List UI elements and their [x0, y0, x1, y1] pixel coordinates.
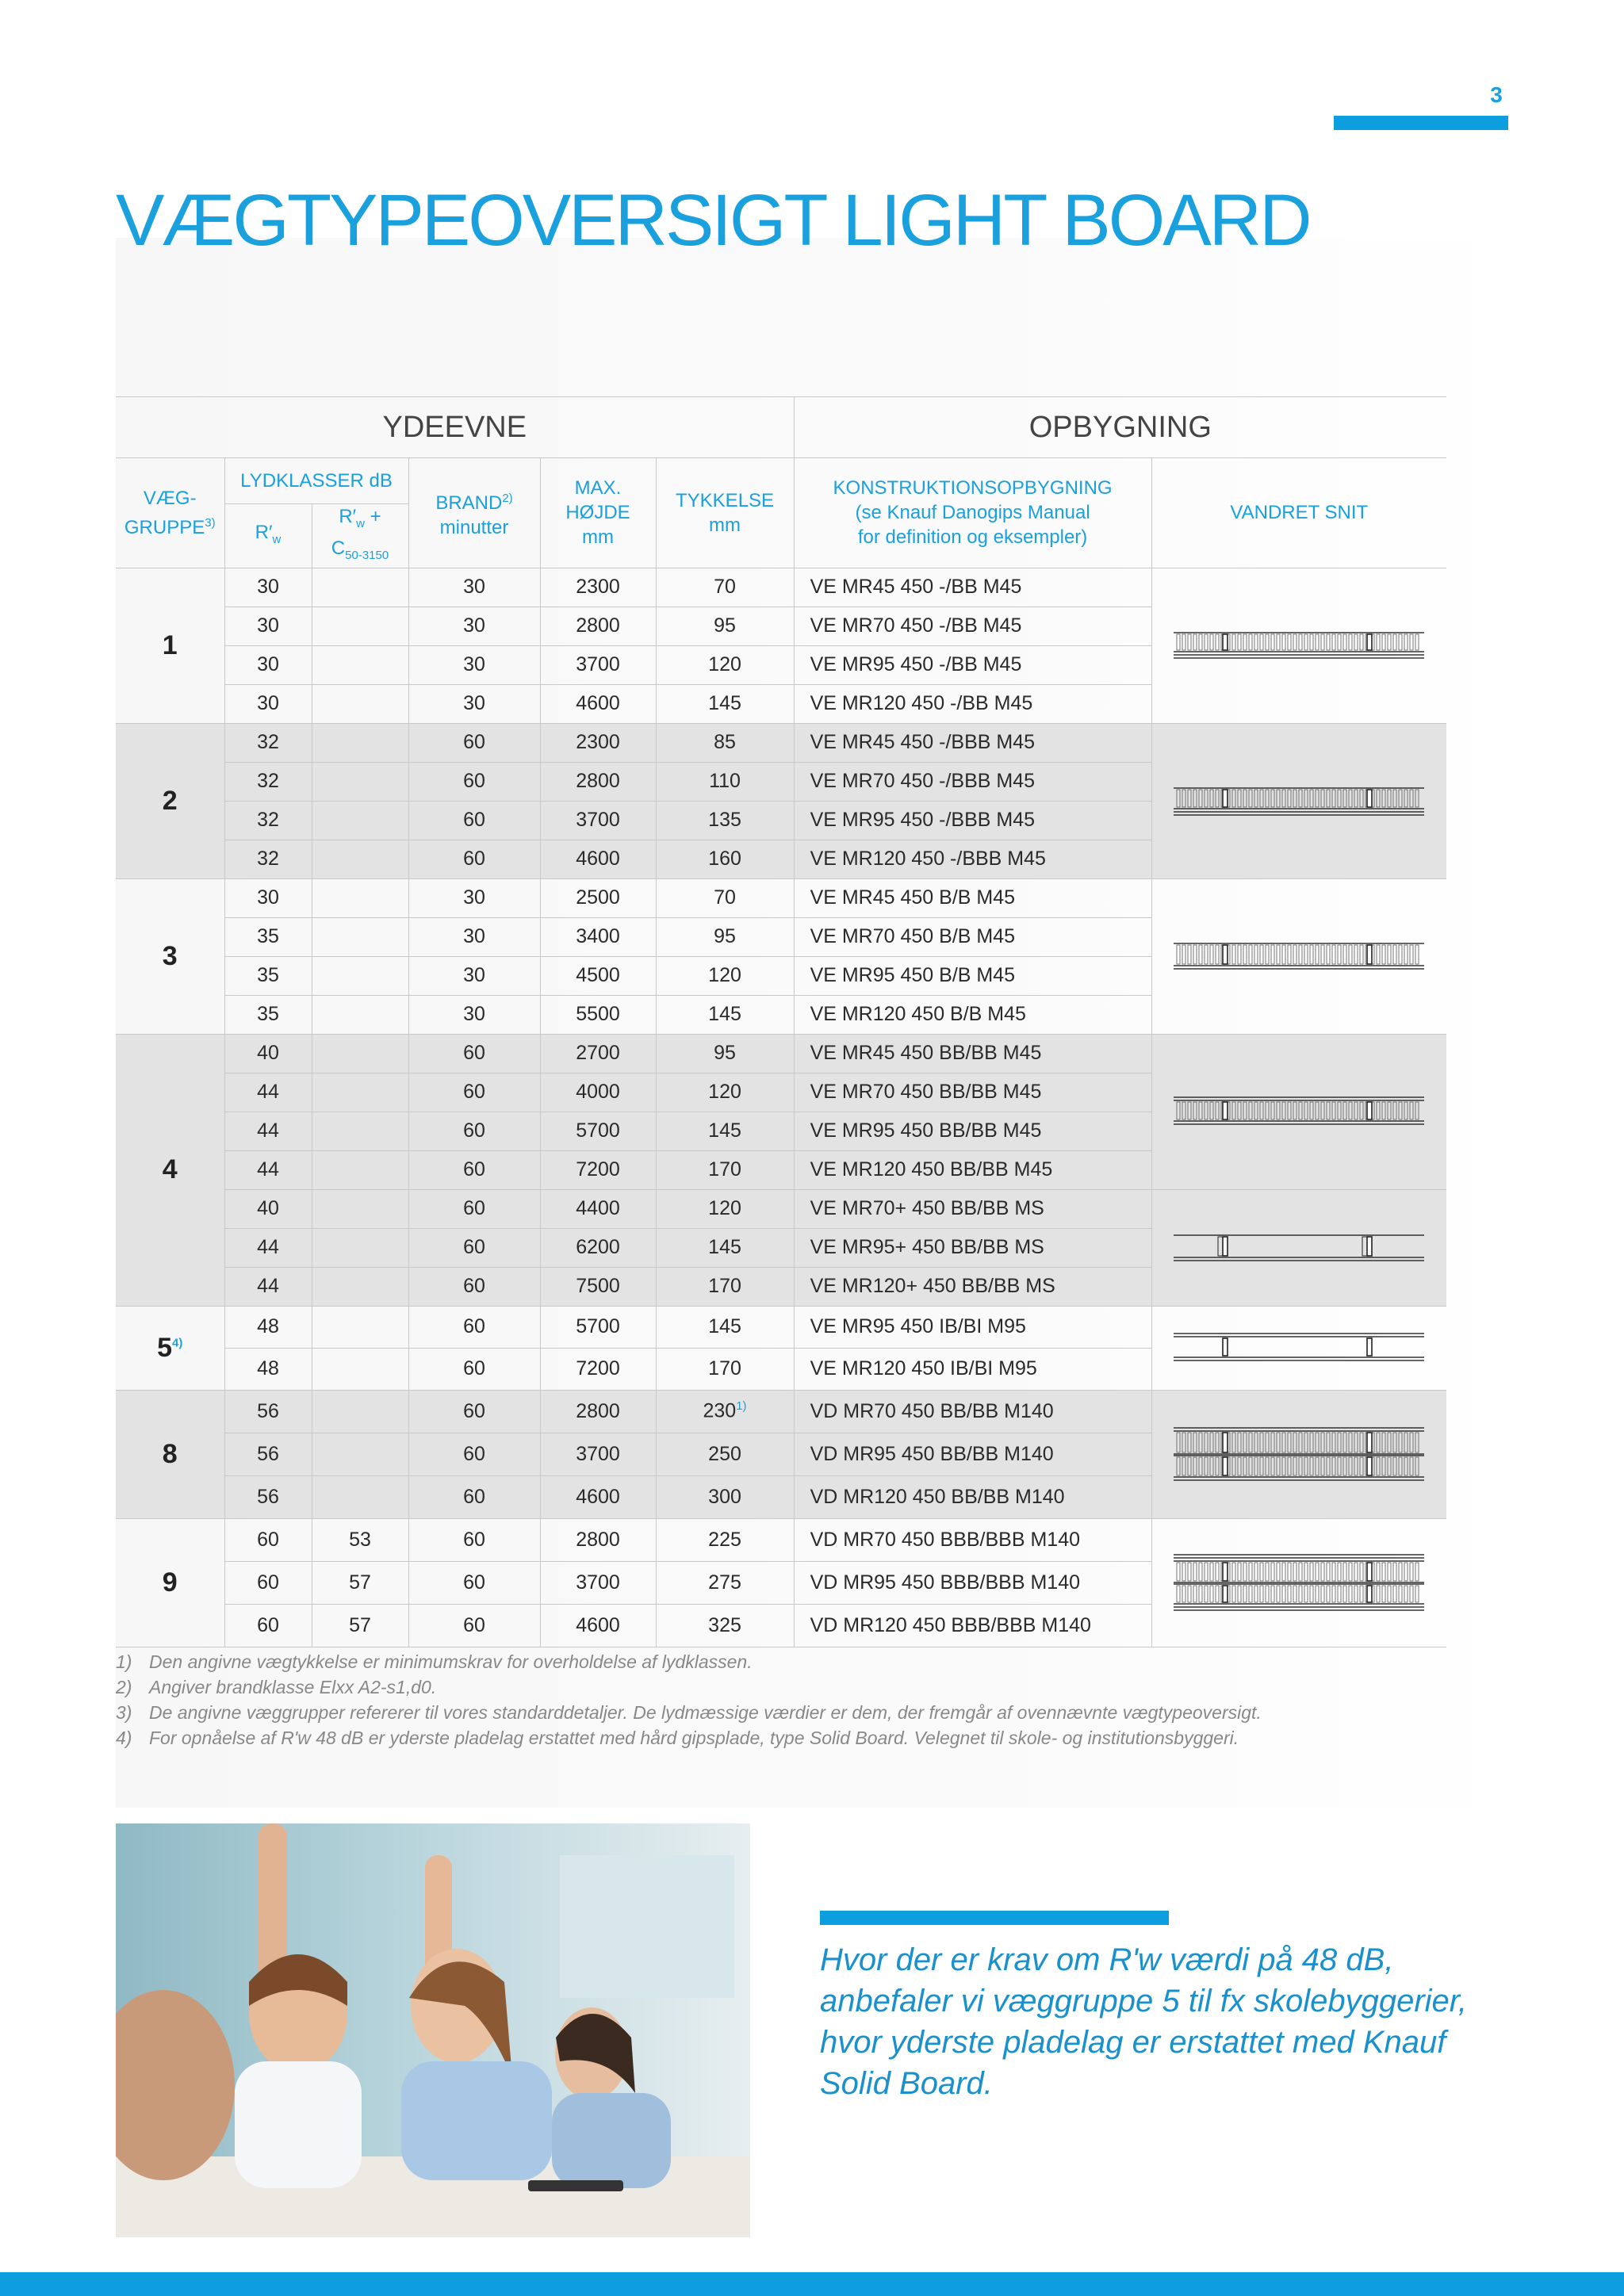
build-cell: VE MR70+ 450 BB/BB MS: [794, 1189, 1151, 1228]
col-height: MAX. HØJDE mm: [540, 458, 656, 568]
rw-cell: 30: [224, 568, 312, 607]
rwc-cell: 57: [312, 1561, 408, 1604]
height-cell: 4400: [540, 1189, 656, 1228]
height-cell: 4600: [540, 1604, 656, 1647]
rw-cell: 30: [224, 645, 312, 684]
thickness-cell: 95: [656, 917, 794, 956]
table-row: [116, 1390, 1446, 1433]
wall-section-drawing: [1151, 878, 1446, 1034]
bottom-accent-bar: [0, 2272, 1624, 2296]
build-cell: VE MR70 450 -/BBB M45: [794, 762, 1151, 801]
fire-cell: 30: [408, 878, 540, 917]
build-cell: VE MR120 450 B/B M45: [794, 995, 1151, 1034]
fire-cell: 60: [408, 762, 540, 801]
wall-section-icon: [1174, 1553, 1424, 1612]
rw-cell: 56: [224, 1475, 312, 1518]
fire-cell: 60: [408, 1267, 540, 1306]
rw-cell: 44: [224, 1112, 312, 1150]
rwc-cell: [312, 1433, 408, 1475]
rwc-cell: [312, 1228, 408, 1267]
fire-cell: 30: [408, 684, 540, 723]
pull-quote: Hvor der er krav om R'w værdi på 48 dB, anbefaler vi væggruppe 5 til fx skolebyggerier, hvor yderste pladelag er erstattet med Knauf Solid Board.: [820, 1942, 1468, 2101]
rwc-cell: [312, 723, 408, 762]
wall-section-icon: [1174, 1096, 1424, 1127]
rw-cell: 30: [224, 684, 312, 723]
thickness-cell: 120: [656, 1073, 794, 1112]
thickness-cell: 145: [656, 1112, 794, 1150]
rw-cell: 32: [224, 762, 312, 801]
table-row: [116, 1518, 1446, 1561]
rwc-cell: [312, 762, 408, 801]
height-cell: 5700: [540, 1112, 656, 1150]
col-rwc: $R'_w$ + $C_{50-3150}$: [312, 504, 408, 568]
fire-cell: 60: [408, 1073, 540, 1112]
rw-cell: 40: [224, 1034, 312, 1073]
wall-section-drawing: [1151, 1306, 1446, 1390]
footnote: 1) Den angivne vægtykkelse er minimumskrav for overholdelse af lydklassen.: [116, 1651, 753, 1672]
build-cell: VE MR70 450 -/BB M45: [794, 607, 1151, 645]
build-cell: VD MR95 450 BB/BB M140: [794, 1433, 1151, 1475]
height-cell: 4500: [540, 956, 656, 995]
rwc-cell: [312, 568, 408, 607]
build-cell: VE MR45 450 -/BB M45: [794, 568, 1151, 607]
thickness-cell: 225: [656, 1518, 794, 1561]
classroom-photo-illustration: [116, 1823, 750, 2237]
rw-cell: 44: [224, 1150, 312, 1189]
wall-section-icon: [1174, 940, 1424, 972]
wall-section-icon: [1174, 629, 1424, 661]
wall-section-drawing: [1151, 1034, 1446, 1189]
build-cell: VE MR70 450 BB/BB M45: [794, 1073, 1151, 1112]
fire-cell: 60: [408, 1604, 540, 1647]
rw-cell: 56: [224, 1433, 312, 1475]
rwc-cell: [312, 1189, 408, 1228]
rwc-cell: 53: [312, 1518, 408, 1561]
height-cell: 3700: [540, 1561, 656, 1604]
wall-section-drawing: [1151, 1390, 1446, 1518]
build-cell: VE MR45 450 BB/BB M45: [794, 1034, 1151, 1073]
rw-cell: 48: [224, 1306, 312, 1348]
rw-cell: 32: [224, 840, 312, 878]
thickness-cell: 120: [656, 1189, 794, 1228]
thickness-cell: 325: [656, 1604, 794, 1647]
fire-cell: 30: [408, 607, 540, 645]
fire-cell: 30: [408, 568, 540, 607]
rw-cell: 35: [224, 956, 312, 995]
group-number: 1: [116, 568, 224, 723]
wall-section-icon: [1174, 1332, 1424, 1364]
group-number: 2: [116, 723, 224, 878]
group-number: 9: [116, 1518, 224, 1647]
table-row: [116, 1306, 1446, 1348]
thickness-cell: 120: [656, 645, 794, 684]
rwc-cell: [312, 684, 408, 723]
wall-section-icon: [1174, 1425, 1424, 1483]
build-cell: VD MR120 450 BB/BB M140: [794, 1475, 1151, 1518]
wall-section-drawing: [1151, 723, 1446, 878]
thickness-cell: 85: [656, 723, 794, 762]
height-cell: 4600: [540, 840, 656, 878]
thickness-cell: 170: [656, 1267, 794, 1306]
rwc-cell: [312, 1073, 408, 1112]
rw-cell: 44: [224, 1073, 312, 1112]
rwc-cell: [312, 878, 408, 917]
fire-cell: 60: [408, 1228, 540, 1267]
thickness-cell: 250: [656, 1433, 794, 1475]
build-cell: VE MR120 450 -/BB M45: [794, 684, 1151, 723]
height-cell: 2700: [540, 1034, 656, 1073]
thickness-cell: 70: [656, 568, 794, 607]
col-fire: BRAND$^{2)}$ minutter: [408, 458, 540, 568]
rwc-cell: [312, 840, 408, 878]
build-cell: VE MR120+ 450 BB/BB MS: [794, 1267, 1151, 1306]
build-cell: VD MR95 450 BBB/BBB M140: [794, 1561, 1151, 1604]
group-number: 3: [116, 878, 224, 1034]
rwc-cell: 57: [312, 1604, 408, 1647]
footnote: 3) De angivne væggrupper refererer til vores standarddetaljer. De lydmæssige værdier er dem, der fremgår af ovennævnte vægtypeoversigt.: [116, 1702, 1262, 1723]
table-row: [116, 1189, 1446, 1228]
height-cell: 5500: [540, 995, 656, 1034]
fire-cell: 60: [408, 1306, 540, 1348]
build-cell: VE MR95 450 IB/BI M95: [794, 1306, 1151, 1348]
rw-cell: 30: [224, 878, 312, 917]
page-number: 3: [1490, 82, 1503, 107]
rw-cell: 60: [224, 1561, 312, 1604]
build-cell: VE MR95 450 -/BB M45: [794, 645, 1151, 684]
table-row: [116, 568, 1446, 607]
fire-cell: 60: [408, 1433, 540, 1475]
rwc-cell: [312, 1112, 408, 1150]
fire-cell: 30: [408, 956, 540, 995]
height-cell: 2800: [540, 607, 656, 645]
page-title: VÆGTYPEOVERSIGT LIGHT BOARD: [116, 180, 1310, 261]
fire-cell: 60: [408, 1034, 540, 1073]
fire-cell: 60: [408, 1390, 540, 1433]
height-cell: 2300: [540, 723, 656, 762]
footnote: 4) For opnåelse af R'w 48 dB er yderste pladelag erstattet med hård gipsplade, type Solid Board. Velegnet til skole- og institutionsbyggeri.: [116, 1728, 1239, 1748]
table-row: [116, 878, 1446, 917]
table-row: [116, 723, 1446, 762]
build-cell: VE MR95 450 B/B M45: [794, 956, 1151, 995]
wall-type-table: [116, 396, 1446, 1647]
fire-cell: 60: [408, 801, 540, 840]
thickness-cell: 145: [656, 684, 794, 723]
rwc-cell: [312, 1306, 408, 1348]
build-cell: VD MR70 450 BB/BB M140: [794, 1390, 1151, 1433]
fire-cell: 30: [408, 645, 540, 684]
col-build: KONSTRUKTIONSOPBYGNING (se Knauf Danogips Manual for definition og eksempler): [794, 458, 1151, 568]
fire-cell: 60: [408, 840, 540, 878]
table-body: [116, 568, 1446, 1647]
fire-cell: 60: [408, 1348, 540, 1390]
height-cell: 4600: [540, 684, 656, 723]
quote-accent-bar: [820, 1911, 1169, 1925]
height-cell: 4600: [540, 1475, 656, 1518]
col-group: VÆG- GRUPPE$^{3)}$: [116, 458, 224, 568]
height-cell: 3400: [540, 917, 656, 956]
thickness-cell: 230$^{1)}$: [656, 1390, 794, 1433]
height-cell: 2800: [540, 1390, 656, 1433]
height-cell: 2300: [540, 568, 656, 607]
rwc-cell: [312, 1034, 408, 1073]
height-cell: 2500: [540, 878, 656, 917]
rw-cell: 44: [224, 1267, 312, 1306]
wall-section-icon: [1174, 1232, 1424, 1264]
rw-cell: 35: [224, 995, 312, 1034]
build-cell: VE MR120 450 IB/BI M95: [794, 1348, 1151, 1390]
rw-cell: 40: [224, 1189, 312, 1228]
rw-cell: 56: [224, 1390, 312, 1433]
wall-section-drawing: [1151, 1189, 1446, 1306]
thickness-cell: 135: [656, 801, 794, 840]
rwc-cell: [312, 801, 408, 840]
fire-cell: 60: [408, 1150, 540, 1189]
thickness-cell: 160: [656, 840, 794, 878]
header-construction: OPBYGNING: [794, 397, 1446, 458]
group-number: 4: [116, 1034, 224, 1306]
build-cell: VE MR95 450 -/BBB M45: [794, 801, 1151, 840]
group-number: 8: [116, 1390, 224, 1518]
wall-section-icon: [1174, 785, 1424, 817]
rw-cell: 32: [224, 801, 312, 840]
height-cell: 7200: [540, 1150, 656, 1189]
rw-cell: 48: [224, 1348, 312, 1390]
build-cell: VE MR95+ 450 BB/BB MS: [794, 1228, 1151, 1267]
rwc-cell: [312, 645, 408, 684]
thickness-cell: 275: [656, 1561, 794, 1604]
fire-cell: 30: [408, 995, 540, 1034]
fire-cell: 60: [408, 1112, 540, 1150]
height-cell: 7500: [540, 1267, 656, 1306]
height-cell: 3700: [540, 645, 656, 684]
thickness-cell: 145: [656, 995, 794, 1034]
thickness-cell: 170: [656, 1348, 794, 1390]
col-thickness: TYKKELSE mm: [656, 458, 794, 568]
height-cell: 3700: [540, 801, 656, 840]
footnote: 2) Angiver brandklasse Elxx A2-s1,d0.: [116, 1677, 437, 1697]
rw-cell: 30: [224, 607, 312, 645]
rwc-cell: [312, 607, 408, 645]
thickness-cell: 70: [656, 878, 794, 917]
fire-cell: 60: [408, 1475, 540, 1518]
rwc-cell: [312, 995, 408, 1034]
rw-cell: 35: [224, 917, 312, 956]
classroom-photo: [116, 1823, 750, 2237]
header-performance: YDEEVNE: [116, 397, 794, 458]
thickness-cell: 145: [656, 1306, 794, 1348]
build-cell: VD MR70 450 BBB/BBB M140: [794, 1518, 1151, 1561]
height-cell: 4000: [540, 1073, 656, 1112]
rw-cell: 60: [224, 1604, 312, 1647]
wall-section-drawing: [1151, 568, 1446, 723]
rwc-cell: [312, 1150, 408, 1189]
thickness-cell: 95: [656, 607, 794, 645]
build-cell: VD MR120 450 BBB/BBB M140: [794, 1604, 1151, 1647]
build-cell: VE MR120 450 BB/BB M45: [794, 1150, 1151, 1189]
height-cell: 2800: [540, 1518, 656, 1561]
thickness-cell: 300: [656, 1475, 794, 1518]
top-accent-bar: [1334, 116, 1508, 130]
height-cell: 3700: [540, 1433, 656, 1475]
height-cell: 6200: [540, 1228, 656, 1267]
col-rw: $R'_w$: [224, 504, 312, 568]
fire-cell: 30: [408, 917, 540, 956]
footnotes: [116, 1649, 1262, 1751]
height-cell: 2800: [540, 762, 656, 801]
build-cell: VE MR45 450 -/BBB M45: [794, 723, 1151, 762]
thickness-cell: 95: [656, 1034, 794, 1073]
rwc-cell: [312, 1475, 408, 1518]
thickness-cell: 170: [656, 1150, 794, 1189]
build-cell: VE MR45 450 B/B M45: [794, 878, 1151, 917]
thickness-cell: 120: [656, 956, 794, 995]
wall-section-drawing: [1151, 1518, 1446, 1647]
col-section: VANDRET SNIT: [1151, 458, 1446, 568]
rw-cell: 32: [224, 723, 312, 762]
rwc-cell: [312, 1267, 408, 1306]
build-cell: VE MR120 450 -/BBB M45: [794, 840, 1151, 878]
group-number: 5$^{4)}$: [116, 1306, 224, 1390]
fire-cell: 60: [408, 1189, 540, 1228]
table-row: [116, 1034, 1446, 1073]
col-sound: LYDKLASSER dB: [224, 458, 408, 504]
height-cell: 5700: [540, 1306, 656, 1348]
rwc-cell: [312, 956, 408, 995]
height-cell: 7200: [540, 1348, 656, 1390]
fire-cell: 60: [408, 1561, 540, 1604]
rw-cell: 44: [224, 1228, 312, 1267]
build-cell: VE MR95 450 BB/BB M45: [794, 1112, 1151, 1150]
thickness-cell: 145: [656, 1228, 794, 1267]
rwc-cell: [312, 1348, 408, 1390]
fire-cell: 60: [408, 1518, 540, 1561]
rwc-cell: [312, 1390, 408, 1433]
rwc-cell: [312, 917, 408, 956]
fire-cell: 60: [408, 723, 540, 762]
build-cell: VE MR70 450 B/B M45: [794, 917, 1151, 956]
thickness-cell: 110: [656, 762, 794, 801]
rw-cell: 60: [224, 1518, 312, 1561]
